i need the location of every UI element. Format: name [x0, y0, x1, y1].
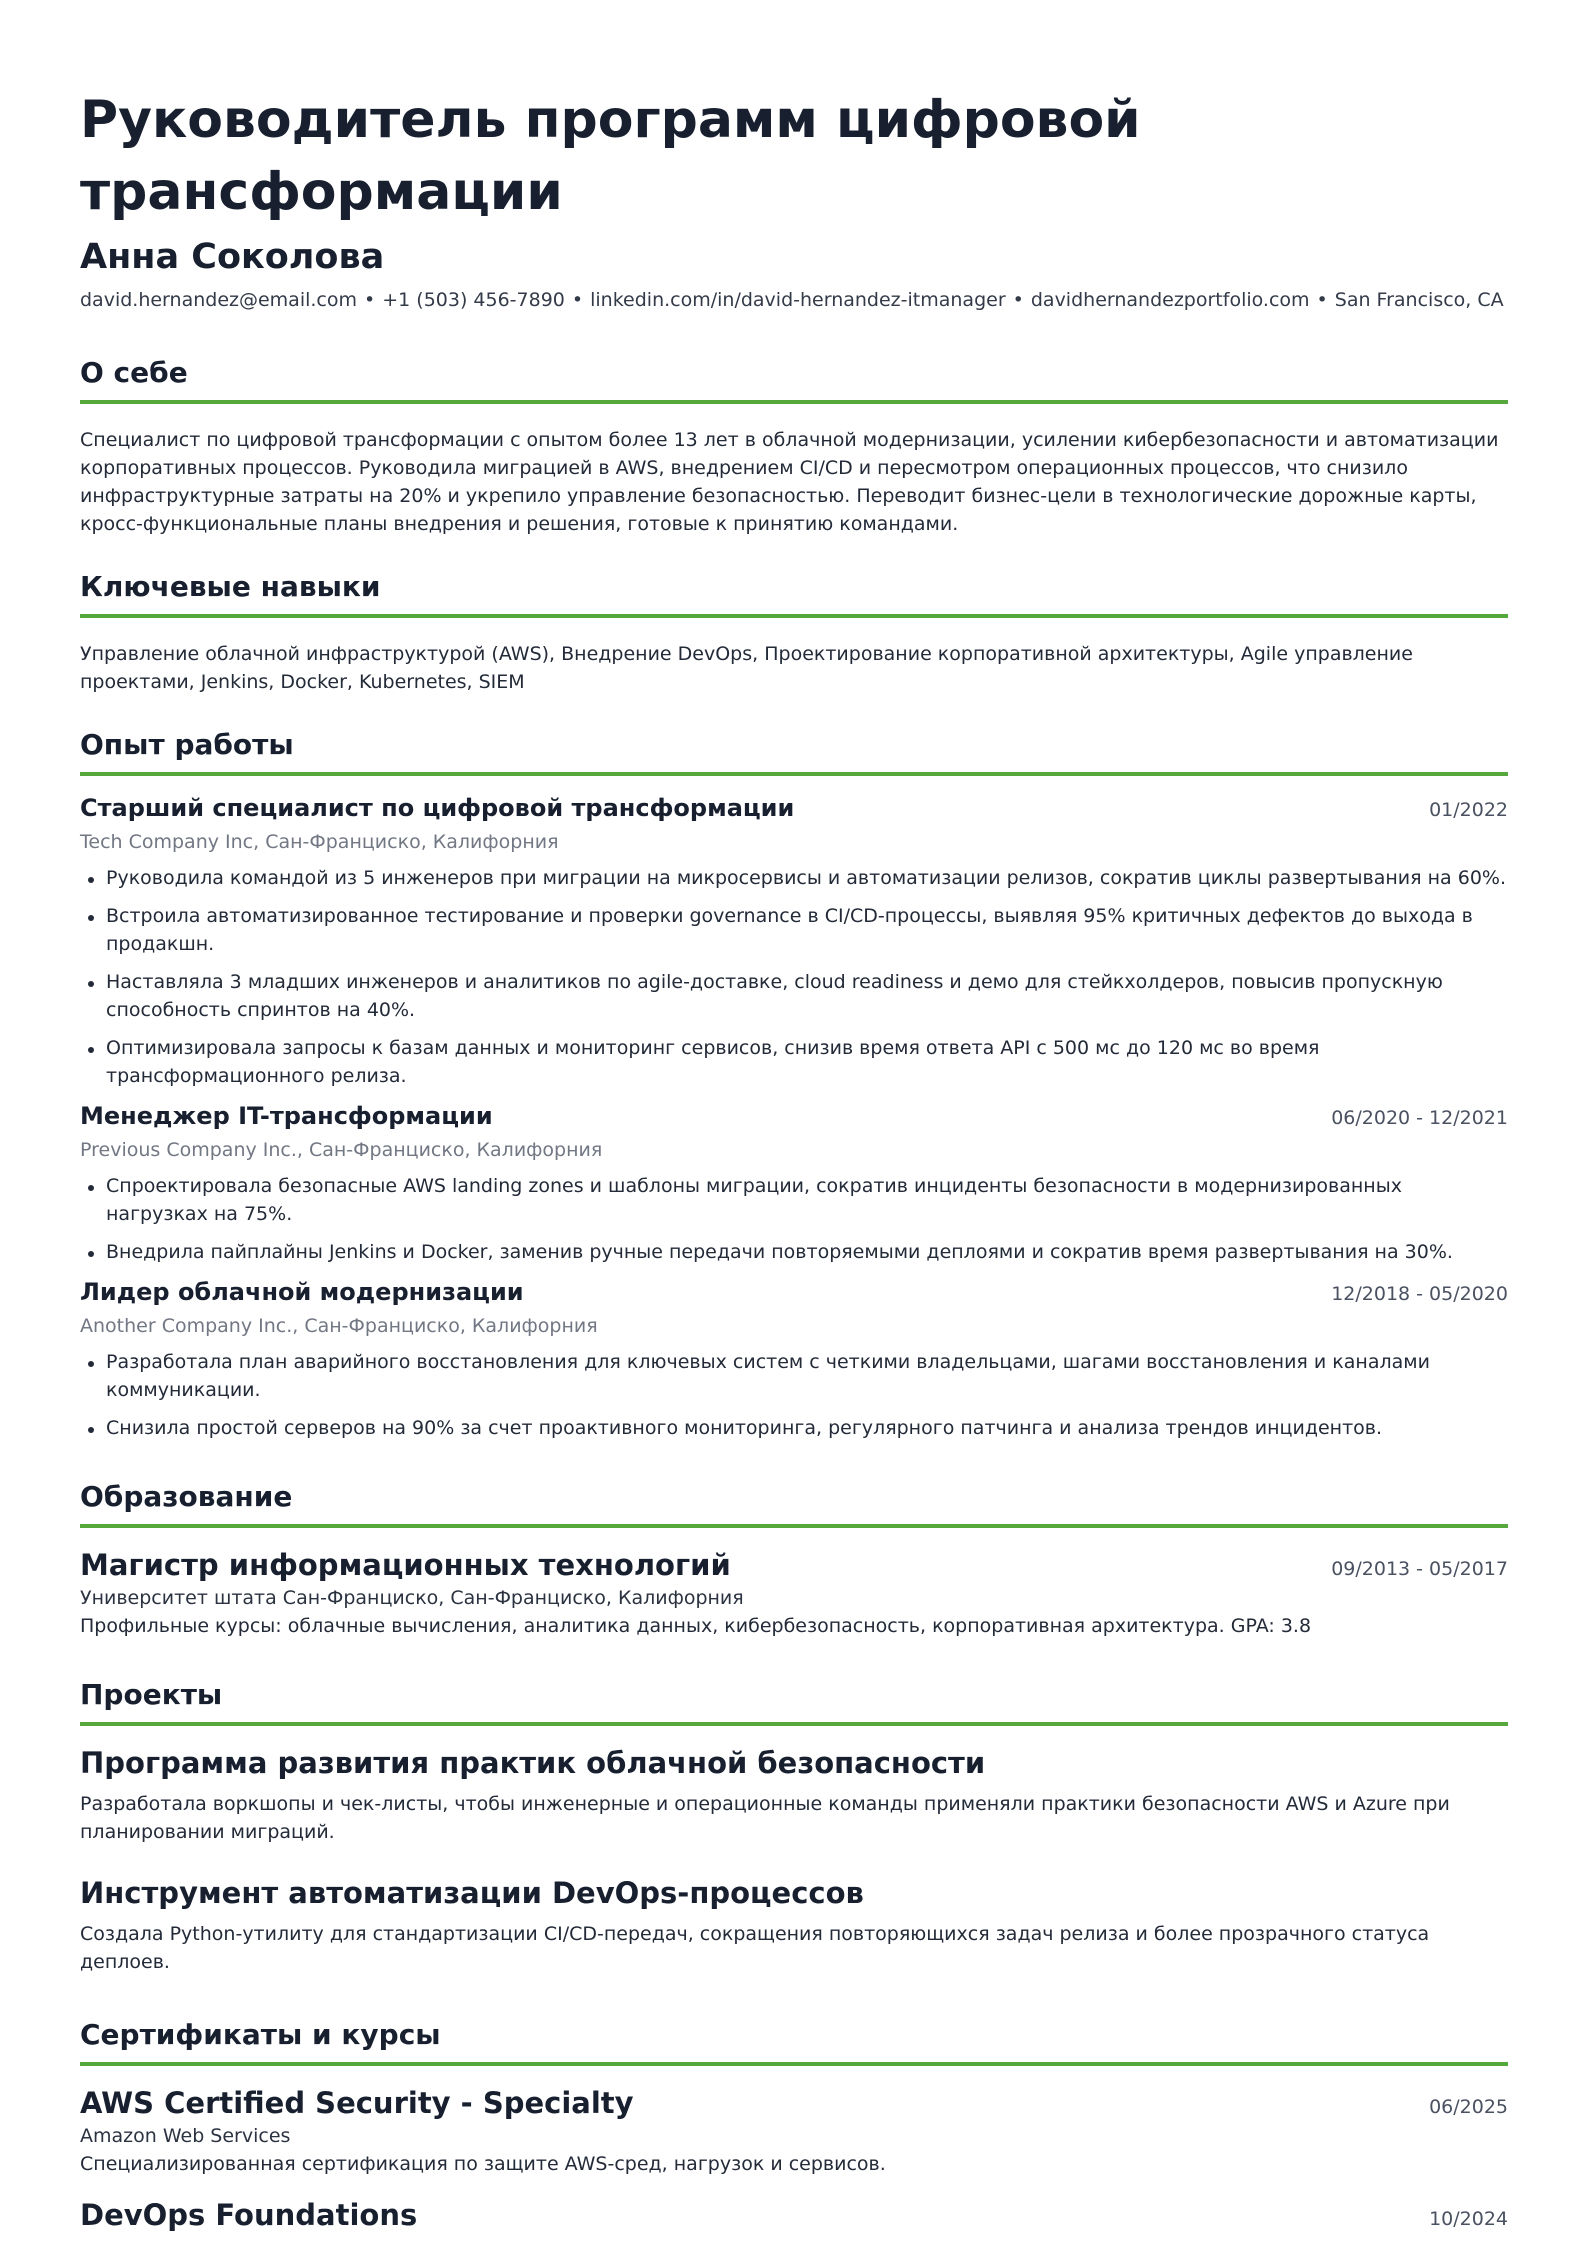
resume-title: Руководитель программ цифровой трансформации	[80, 90, 1141, 222]
section-heading-skills: Ключевые навыки	[80, 570, 381, 603]
job-bullet: Руководила командой из 5 инженеров при миграции на микросервисы и автоматизации релизов, сократив циклы развертывания на 60%.	[80, 864, 1508, 892]
certifications-section	[80, 2016, 1508, 2234]
job-entry	[80, 1276, 1508, 1442]
project-text: Разработала воркшопы и чек-листы, чтобы инженерные и операционные команды применяли практики безопасности AWS и Azure при планировании миграций.	[80, 1793, 1450, 1843]
projects-section	[80, 1676, 1508, 1976]
section-divider	[80, 614, 1508, 618]
job-bullet: Встроила автоматизированное тестирование и проверки governance в CI/CD-процессы, выявляя 95% критичных дефектов до выхода в продакшн.	[80, 902, 1508, 958]
section-divider	[80, 772, 1508, 776]
cert-title: AWS Certified Security - Specialty	[80, 2086, 634, 2120]
job-title: Старший специалист по цифровой трансформации	[80, 794, 795, 822]
job-bullet: Наставляла 3 младших инженеров и аналитиков по agile-доставке, cloud readiness и демо для стейкхолдеров, повысив пропускную способность спринтов на 40%.	[80, 968, 1508, 1024]
project-title: Инструмент автоматизации DevOps-процессов	[80, 1876, 864, 1910]
section-divider	[80, 1722, 1508, 1726]
job-entry	[80, 1100, 1508, 1266]
job-date: 06/2020 - 12/2021	[1331, 1107, 1508, 1129]
experience-section	[80, 726, 1508, 1442]
candidate-name: Анна Соколова	[80, 237, 385, 277]
job-title: Менеджер IT-трансформации	[80, 1102, 493, 1130]
cert-date: 10/2024	[1429, 2208, 1508, 2230]
job-bullet: Спроектировала безопасные AWS landing zones и шаблоны миграции, сократив инциденты безопасности в модернизированных нагрузках на 75%.	[80, 1172, 1508, 1228]
job-entry	[80, 792, 1508, 1090]
section-divider	[80, 2062, 1508, 2066]
job-bullet: Разработала план аварийного восстановления для ключевых систем с четкими владельцами, шагами восстановления и каналами коммуникации.	[80, 1348, 1508, 1404]
skills-text: Управление облачной инфраструктурой (AWS), Внедрение DevOps, Проектирование корпоративной архитектуры, Agile управление проектами, Jenkins, Docker, Kubernetes, SIEM	[80, 643, 1413, 693]
contact-location: San Francisco, CA	[1334, 289, 1504, 311]
job-company: Another Company Inc., Сан-Франциско, Калифорния	[80, 1315, 598, 1337]
job-company: Previous Company Inc., Сан-Франциско, Калифорния	[80, 1139, 603, 1161]
job-bullets	[80, 1348, 1508, 1442]
job-bullet: Оптимизировала запросы к базам данных и мониторинг сервисов, снизив время ответа API с 500 мс до 120 мс во время трансформационного релиза.	[80, 1034, 1508, 1090]
cert-org: Amazon Web Services	[80, 2125, 291, 2147]
section-heading-projects: Проекты	[80, 1678, 223, 1711]
project-text: Создала Python-утилиту для стандартизации CI/CD-передач, сокращения повторяющихся задач релиза и более прозрачного статуса деплоев.	[80, 1923, 1430, 1973]
section-divider	[80, 1524, 1508, 1528]
cert-date: 06/2025	[1429, 2096, 1508, 2118]
contact-separator: •	[364, 289, 376, 311]
job-company: Tech Company Inc, Сан-Франциско, Калифорния	[80, 831, 559, 853]
cert-entry	[80, 2196, 1508, 2234]
contact-line	[80, 286, 1508, 314]
contact-separator: •	[571, 289, 584, 311]
section-divider	[80, 400, 1508, 404]
contact-email[interactable]: david.hernandez@email.com	[80, 289, 358, 311]
project-entry	[80, 1744, 1508, 1846]
project-entry	[80, 1874, 1508, 1976]
section-heading-certifications: Сертификаты и курсы	[80, 2018, 441, 2051]
section-heading-about: О себе	[80, 356, 188, 389]
job-bullet: Внедрила пайплайны Jenkins и Docker, заменив ручные передачи повторяемыми деплоями и сократив время развертывания на 30%.	[80, 1238, 1508, 1266]
about-text: Специалист по цифровой трансформации с опытом более 13 лет в облачной модернизации, усилении кибербезопасности и автоматизации корпоративных процессов. Руководила миграцией в AWS, внедрением CI/CD и пересмотром операционных процессов, что снизило инфраструктурные затраты на 20% и укрепило управление безопасностью. Переводит бизнес-цели в технологические дорожные карты, кросс-функциональные планы внедрения и решения, готовые к принятию командами.	[80, 429, 1499, 535]
cert-text: Специализированная сертификация по защите AWS-сред, нагрузок и сервисов.	[80, 2153, 886, 2175]
job-bullet: Снизила простой серверов на 90% за счет проактивного мониторинга, регулярного патчинга и анализа трендов инцидентов.	[80, 1414, 1508, 1442]
contact-separator: •	[1316, 289, 1328, 311]
skills-section	[80, 568, 1508, 696]
contact-website[interactable]: davidhernandezportfolio.com	[1030, 289, 1310, 311]
section-heading-education: Образование	[80, 1480, 293, 1513]
section-heading-experience: Опыт работы	[80, 728, 294, 761]
job-date: 01/2022	[1429, 799, 1508, 821]
job-bullets	[80, 864, 1508, 1090]
contact-separator: •	[1012, 289, 1024, 311]
project-title: Программа развития практик облачной безопасности	[80, 1746, 986, 1780]
cert-title: DevOps Foundations	[80, 2198, 418, 2232]
job-title: Лидер облачной модернизации	[80, 1278, 524, 1306]
education-section	[80, 1478, 1508, 1640]
about-section	[80, 354, 1508, 538]
education-degree: Магистр информационных технологий	[80, 1548, 731, 1582]
job-date: 12/2018 - 05/2020	[1331, 1283, 1508, 1305]
cert-entry	[80, 2084, 1508, 2178]
education-school: Университет штата Сан-Франциско, Сан-Франциско, Калифорния	[80, 1587, 744, 1609]
contact-linkedin[interactable]: linkedin.com/in/david-hernandez-itmanager	[590, 289, 1006, 311]
job-bullets	[80, 1172, 1508, 1266]
education-details: Профильные курсы: облачные вычисления, аналитика данных, кибербезопасность, корпоративная архитектура. GPA: 3.8	[80, 1615, 1312, 1637]
education-date: 09/2013 - 05/2017	[1331, 1558, 1508, 1580]
contact-phone[interactable]: +1 (503) 456-7890	[382, 289, 565, 311]
